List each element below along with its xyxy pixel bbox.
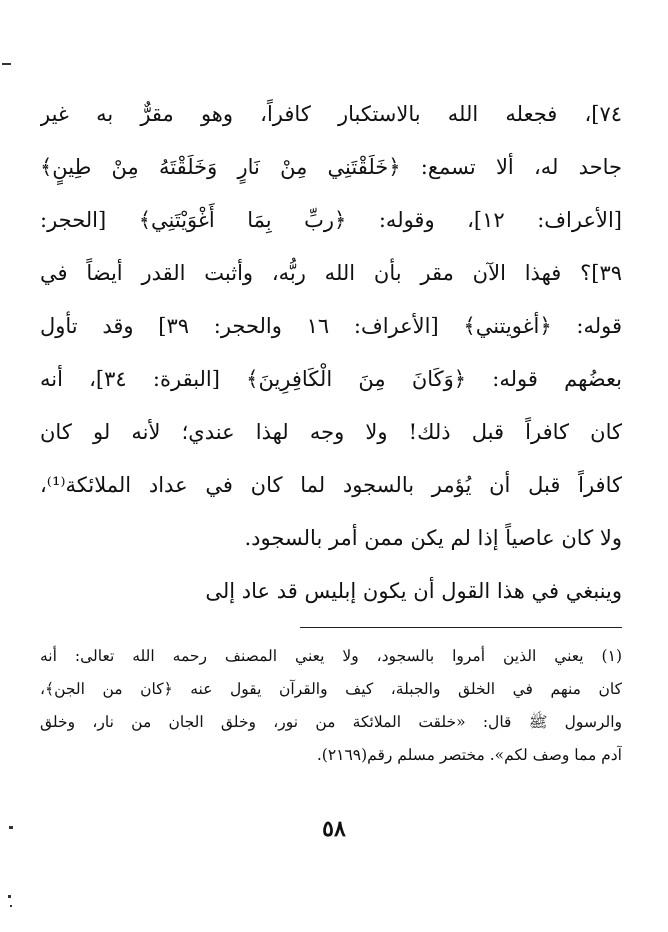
text-line: كان كافراً قبل ذلك! ولا وجه لهذا عندي؛ لأنه لو كان [40, 420, 622, 444]
text-line: [الأعراف: ١٢]، وقوله: ﴿ربِّ بِمَا أَغْوَيْتَنِي﴾ [الحجر: [40, 208, 622, 232]
main-text [40, 88, 622, 618]
text-line: جاحد له، ألا تسمع: ﴿خَلَقْتَنِي مِنْ نَارٍ وَخَلَقْتَهُ مِنْ طِينٍ﴾ [40, 155, 622, 179]
margin-mark [8, 895, 11, 898]
footnote-line: والرسول ﷺ قال: «خلقت الملائكة من نور، وخلق الجان من نار، وخلق [40, 713, 622, 731]
text-line: بعضُهم قوله: ﴿وَكَانَ مِنَ الْكَافِرِينَ﴾ [البقرة: ٣٤]، أنه [40, 367, 622, 391]
page-number: ٥٨ [322, 816, 346, 842]
margin-mark [2, 63, 11, 65]
text-line: كافراً قبل أن يُؤمر بالسجود لما كان في عداد الملائكة⁽¹⁾، [40, 473, 622, 497]
text-line: وينبغي في هذا القول أن يكون إبليس قد عاد إلى [205, 579, 622, 603]
margin-mark [10, 905, 12, 907]
text-line: قوله: ﴿أغويتني﴾ [الأعراف: ١٦ والحجر: ٣٩] وقد تأول [40, 314, 622, 338]
footnote-line: آدم مما وصف لكم». مختصر مسلم رقم(٢١٦٩). [316, 746, 622, 764]
footnote [40, 640, 622, 772]
text-line: ولا كان عاصياً إذا لم يكن ممن أمر بالسجود. [244, 526, 622, 550]
footnote-line: كان منهم في الخلق والجبلة، كيف والقرآن يقول عنه ﴿كان من الجن﴾، [40, 680, 622, 698]
footnote-line: (١) يعني الذين أمروا بالسجود، ولا يعني المصنف رحمه الله تعالى: أنه [40, 647, 622, 665]
text-line: ٧٤]، فجعله الله بالاستكبار كافراً، وهو مقرٌّ به غير [40, 102, 622, 126]
text-line: ٣٩]؟ فهذا الآن مقر بأن الله ربُّه، وأثبت القدر أيضاً في [40, 261, 622, 285]
footnote-separator [300, 627, 622, 628]
